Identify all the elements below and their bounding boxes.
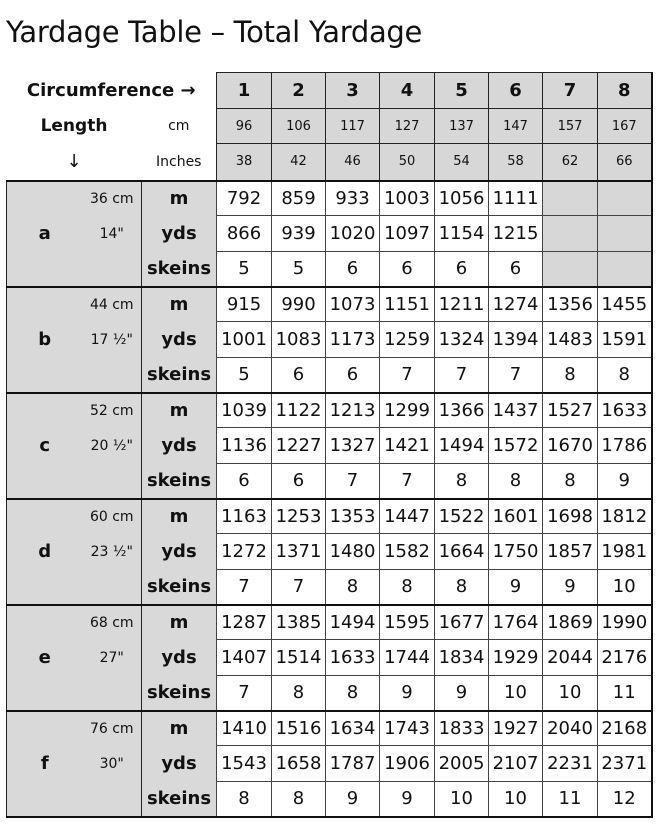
value-cell: 8 xyxy=(598,358,652,393)
value-cell: 11 xyxy=(543,782,598,817)
value-cell: 11 xyxy=(598,676,652,711)
value-cell: 6 xyxy=(435,252,489,287)
inches-header: 42 xyxy=(272,144,326,181)
value-cell: 1522 xyxy=(435,499,489,534)
value-cell: 1437 xyxy=(489,393,543,428)
value-cell: 6 xyxy=(272,464,326,499)
value-cell: 1516 xyxy=(272,711,326,746)
table-row xyxy=(7,570,652,605)
length-inches: 27" xyxy=(83,640,142,676)
length-inches: 23 ½" xyxy=(83,534,142,570)
value-cell: 7 xyxy=(380,464,435,499)
size-header: 4 xyxy=(380,73,435,109)
down-arrow-icon: ↓ xyxy=(66,151,82,172)
length-inches: 14" xyxy=(83,216,142,252)
value-cell: 1211 xyxy=(435,287,489,322)
value-cell: 2371 xyxy=(598,746,652,782)
value-cell: 1990 xyxy=(598,605,652,640)
value-cell: 1981 xyxy=(598,534,652,570)
value-cell: 10 xyxy=(489,676,543,711)
value-cell: 1039 xyxy=(217,393,272,428)
value-cell: 1287 xyxy=(217,605,272,640)
value-cell: 6 xyxy=(326,252,380,287)
value-cell: 7 xyxy=(435,358,489,393)
header-row-inches xyxy=(7,144,652,181)
value-cell: 792 xyxy=(217,181,272,216)
unit-label: skeins xyxy=(142,570,217,605)
value-cell: 1407 xyxy=(217,640,272,676)
value-cell: 8 xyxy=(326,676,380,711)
table-row xyxy=(7,287,652,322)
value-cell: 1371 xyxy=(272,534,326,570)
size-header: 1 xyxy=(217,73,272,109)
unit-label: m xyxy=(142,499,217,534)
value-cell: 1227 xyxy=(272,428,326,464)
empty-cell xyxy=(598,181,652,216)
value-cell: 1929 xyxy=(489,640,543,676)
inches-header: 38 xyxy=(217,144,272,181)
value-cell: 1173 xyxy=(326,322,380,358)
value-cell: 5 xyxy=(217,358,272,393)
value-cell: 1786 xyxy=(598,428,652,464)
header-row-sizes xyxy=(7,73,652,109)
table-body xyxy=(7,73,652,817)
value-cell: 1514 xyxy=(272,640,326,676)
page-title: Yardage Table – Total Yardage xyxy=(6,15,423,49)
inches-label: Inches xyxy=(156,153,202,170)
value-cell: 866 xyxy=(217,216,272,252)
size-header: 3 xyxy=(326,73,380,109)
value-cell: 1787 xyxy=(326,746,380,782)
value-cell: 1591 xyxy=(598,322,652,358)
value-cell: 1272 xyxy=(217,534,272,570)
value-cell: 1056 xyxy=(435,181,489,216)
length-cm: 52 cm xyxy=(83,393,142,428)
value-cell: 1447 xyxy=(380,499,435,534)
value-cell: 1743 xyxy=(380,711,435,746)
unit-label: skeins xyxy=(142,252,217,287)
value-cell: 7 xyxy=(272,570,326,605)
value-cell: 1677 xyxy=(435,605,489,640)
length-blank xyxy=(83,358,142,393)
value-cell: 8 xyxy=(435,570,489,605)
value-cell: 9 xyxy=(435,676,489,711)
value-cell: 7 xyxy=(217,570,272,605)
value-cell: 2231 xyxy=(543,746,598,782)
value-cell: 1111 xyxy=(489,181,543,216)
empty-cell xyxy=(543,252,598,287)
value-cell: 1213 xyxy=(326,393,380,428)
length-blank xyxy=(83,676,142,711)
group-label: f xyxy=(7,711,83,817)
value-cell: 1834 xyxy=(435,640,489,676)
value-cell: 1003 xyxy=(380,181,435,216)
cm-header: 96 xyxy=(217,109,272,144)
value-cell: 1582 xyxy=(380,534,435,570)
value-cell: 1595 xyxy=(380,605,435,640)
unit-label: skeins xyxy=(142,464,217,499)
length-inches: 30" xyxy=(83,746,142,782)
value-cell: 8 xyxy=(217,782,272,817)
value-cell: 10 xyxy=(543,676,598,711)
size-header: 6 xyxy=(489,73,543,109)
value-cell: 2005 xyxy=(435,746,489,782)
table-row xyxy=(7,393,652,428)
table-row xyxy=(7,711,652,746)
value-cell: 7 xyxy=(217,676,272,711)
value-cell: 2107 xyxy=(489,746,543,782)
cm-header: 167 xyxy=(598,109,652,144)
value-cell: 1812 xyxy=(598,499,652,534)
value-cell: 8 xyxy=(380,570,435,605)
value-cell: 1483 xyxy=(543,322,598,358)
cm-header: 117 xyxy=(326,109,380,144)
cm-header: 106 xyxy=(272,109,326,144)
length-blank xyxy=(83,464,142,499)
size-header: 8 xyxy=(598,73,652,109)
value-cell: 1327 xyxy=(326,428,380,464)
table-row xyxy=(7,428,652,464)
value-cell: 1324 xyxy=(435,322,489,358)
value-cell: 1394 xyxy=(489,322,543,358)
table-row xyxy=(7,782,652,817)
value-cell: 10 xyxy=(435,782,489,817)
value-cell: 5 xyxy=(272,252,326,287)
value-cell: 1857 xyxy=(543,534,598,570)
value-cell: 10 xyxy=(489,782,543,817)
unit-label: m xyxy=(142,287,217,322)
inches-header: 50 xyxy=(380,144,435,181)
length-cm: 76 cm xyxy=(83,711,142,746)
value-cell: 1764 xyxy=(489,605,543,640)
value-cell: 1633 xyxy=(326,640,380,676)
value-cell: 12 xyxy=(598,782,652,817)
cm-header: 137 xyxy=(435,109,489,144)
value-cell: 1494 xyxy=(435,428,489,464)
table-row xyxy=(7,216,652,252)
value-cell: 1869 xyxy=(543,605,598,640)
value-cell: 859 xyxy=(272,181,326,216)
value-cell: 1151 xyxy=(380,287,435,322)
unit-label: m xyxy=(142,711,217,746)
value-cell: 990 xyxy=(272,287,326,322)
unit-label: m xyxy=(142,393,217,428)
group-label: c xyxy=(7,393,83,499)
unit-label: yds xyxy=(142,640,217,676)
value-cell: 6 xyxy=(380,252,435,287)
value-cell: 1163 xyxy=(217,499,272,534)
value-cell: 1480 xyxy=(326,534,380,570)
table-row xyxy=(7,605,652,640)
value-cell: 915 xyxy=(217,287,272,322)
value-cell: 1658 xyxy=(272,746,326,782)
value-cell: 933 xyxy=(326,181,380,216)
empty-cell xyxy=(543,181,598,216)
value-cell: 1253 xyxy=(272,499,326,534)
value-cell: 7 xyxy=(380,358,435,393)
length-cm: 36 cm xyxy=(83,181,142,216)
table-row xyxy=(7,322,652,358)
value-cell: 1833 xyxy=(435,711,489,746)
value-cell: 1750 xyxy=(489,534,543,570)
length-cm: 60 cm xyxy=(83,499,142,534)
table-row xyxy=(7,181,652,216)
group-label: b xyxy=(7,287,83,393)
length-cm: 68 cm xyxy=(83,605,142,640)
value-cell: 1494 xyxy=(326,605,380,640)
unit-label: yds xyxy=(142,216,217,252)
value-cell: 1927 xyxy=(489,711,543,746)
value-cell: 1097 xyxy=(380,216,435,252)
value-cell: 9 xyxy=(326,782,380,817)
inches-header: 58 xyxy=(489,144,543,181)
unit-label: skeins xyxy=(142,358,217,393)
value-cell: 939 xyxy=(272,216,326,252)
value-cell: 9 xyxy=(598,464,652,499)
value-cell: 1122 xyxy=(272,393,326,428)
value-cell: 1601 xyxy=(489,499,543,534)
value-cell: 1421 xyxy=(380,428,435,464)
cm-header: 127 xyxy=(380,109,435,144)
inches-header: 62 xyxy=(543,144,598,181)
value-cell: 1259 xyxy=(380,322,435,358)
value-cell: 1744 xyxy=(380,640,435,676)
length-blank xyxy=(83,570,142,605)
value-cell: 8 xyxy=(543,358,598,393)
value-cell: 1527 xyxy=(543,393,598,428)
value-cell: 1698 xyxy=(543,499,598,534)
inches-header: 46 xyxy=(326,144,380,181)
header-row-cm xyxy=(7,109,652,144)
value-cell: 7 xyxy=(489,358,543,393)
cm-header: 157 xyxy=(543,109,598,144)
yardage-table xyxy=(6,72,653,818)
value-cell: 9 xyxy=(380,676,435,711)
value-cell: 1366 xyxy=(435,393,489,428)
value-cell: 1670 xyxy=(543,428,598,464)
cm-header: 147 xyxy=(489,109,543,144)
inches-header: 54 xyxy=(435,144,489,181)
value-cell: 8 xyxy=(272,782,326,817)
length-blank xyxy=(83,252,142,287)
value-cell: 9 xyxy=(543,570,598,605)
value-cell: 1906 xyxy=(380,746,435,782)
value-cell: 1083 xyxy=(272,322,326,358)
value-cell: 9 xyxy=(380,782,435,817)
value-cell: 7 xyxy=(326,464,380,499)
value-cell: 2040 xyxy=(543,711,598,746)
value-cell: 1001 xyxy=(217,322,272,358)
value-cell: 1633 xyxy=(598,393,652,428)
value-cell: 1385 xyxy=(272,605,326,640)
value-cell: 1353 xyxy=(326,499,380,534)
value-cell: 1634 xyxy=(326,711,380,746)
size-header: 5 xyxy=(435,73,489,109)
length-blank xyxy=(83,782,142,817)
value-cell: 1664 xyxy=(435,534,489,570)
unit-label: skeins xyxy=(142,676,217,711)
size-header: 7 xyxy=(543,73,598,109)
table-row xyxy=(7,676,652,711)
unit-label: m xyxy=(142,605,217,640)
value-cell: 1356 xyxy=(543,287,598,322)
value-cell: 1410 xyxy=(217,711,272,746)
value-cell: 1274 xyxy=(489,287,543,322)
length-cm: 44 cm xyxy=(83,287,142,322)
table-row xyxy=(7,252,652,287)
table-row xyxy=(7,464,652,499)
value-cell: 6 xyxy=(489,252,543,287)
value-cell: 5 xyxy=(217,252,272,287)
value-cell: 8 xyxy=(326,570,380,605)
value-cell: 9 xyxy=(489,570,543,605)
value-cell: 8 xyxy=(435,464,489,499)
group-label: d xyxy=(7,499,83,605)
value-cell: 1073 xyxy=(326,287,380,322)
empty-cell xyxy=(598,252,652,287)
unit-label: skeins xyxy=(142,782,217,817)
value-cell: 6 xyxy=(326,358,380,393)
value-cell: 6 xyxy=(272,358,326,393)
value-cell: 2168 xyxy=(598,711,652,746)
value-cell: 1215 xyxy=(489,216,543,252)
value-cell: 8 xyxy=(543,464,598,499)
unit-label: yds xyxy=(142,428,217,464)
value-cell: 6 xyxy=(217,464,272,499)
value-cell: 8 xyxy=(272,676,326,711)
table-row xyxy=(7,358,652,393)
table-row xyxy=(7,640,652,676)
value-cell: 2176 xyxy=(598,640,652,676)
table-row xyxy=(7,746,652,782)
unit-label: yds xyxy=(142,534,217,570)
value-cell: 1299 xyxy=(380,393,435,428)
unit-label: yds xyxy=(142,746,217,782)
value-cell: 1572 xyxy=(489,428,543,464)
size-header: 2 xyxy=(272,73,326,109)
table-row xyxy=(7,499,652,534)
empty-cell xyxy=(598,216,652,252)
table-row xyxy=(7,534,652,570)
value-cell: 1455 xyxy=(598,287,652,322)
length-inches: 17 ½" xyxy=(83,322,142,358)
group-label: e xyxy=(7,605,83,711)
length-label: Length xyxy=(40,116,108,136)
value-cell: 1136 xyxy=(217,428,272,464)
unit-label: yds xyxy=(142,322,217,358)
value-cell: 2044 xyxy=(543,640,598,676)
inches-header: 66 xyxy=(598,144,652,181)
value-cell: 8 xyxy=(489,464,543,499)
value-cell: 1154 xyxy=(435,216,489,252)
value-cell: 10 xyxy=(598,570,652,605)
empty-cell xyxy=(543,216,598,252)
value-cell: 1020 xyxy=(326,216,380,252)
length-inches: 20 ½" xyxy=(83,428,142,464)
value-cell: 1543 xyxy=(217,746,272,782)
unit-label: m xyxy=(142,181,217,216)
group-label: a xyxy=(7,181,83,287)
circumference-label: Circumference → xyxy=(26,80,196,101)
cm-label: cm xyxy=(168,118,190,134)
